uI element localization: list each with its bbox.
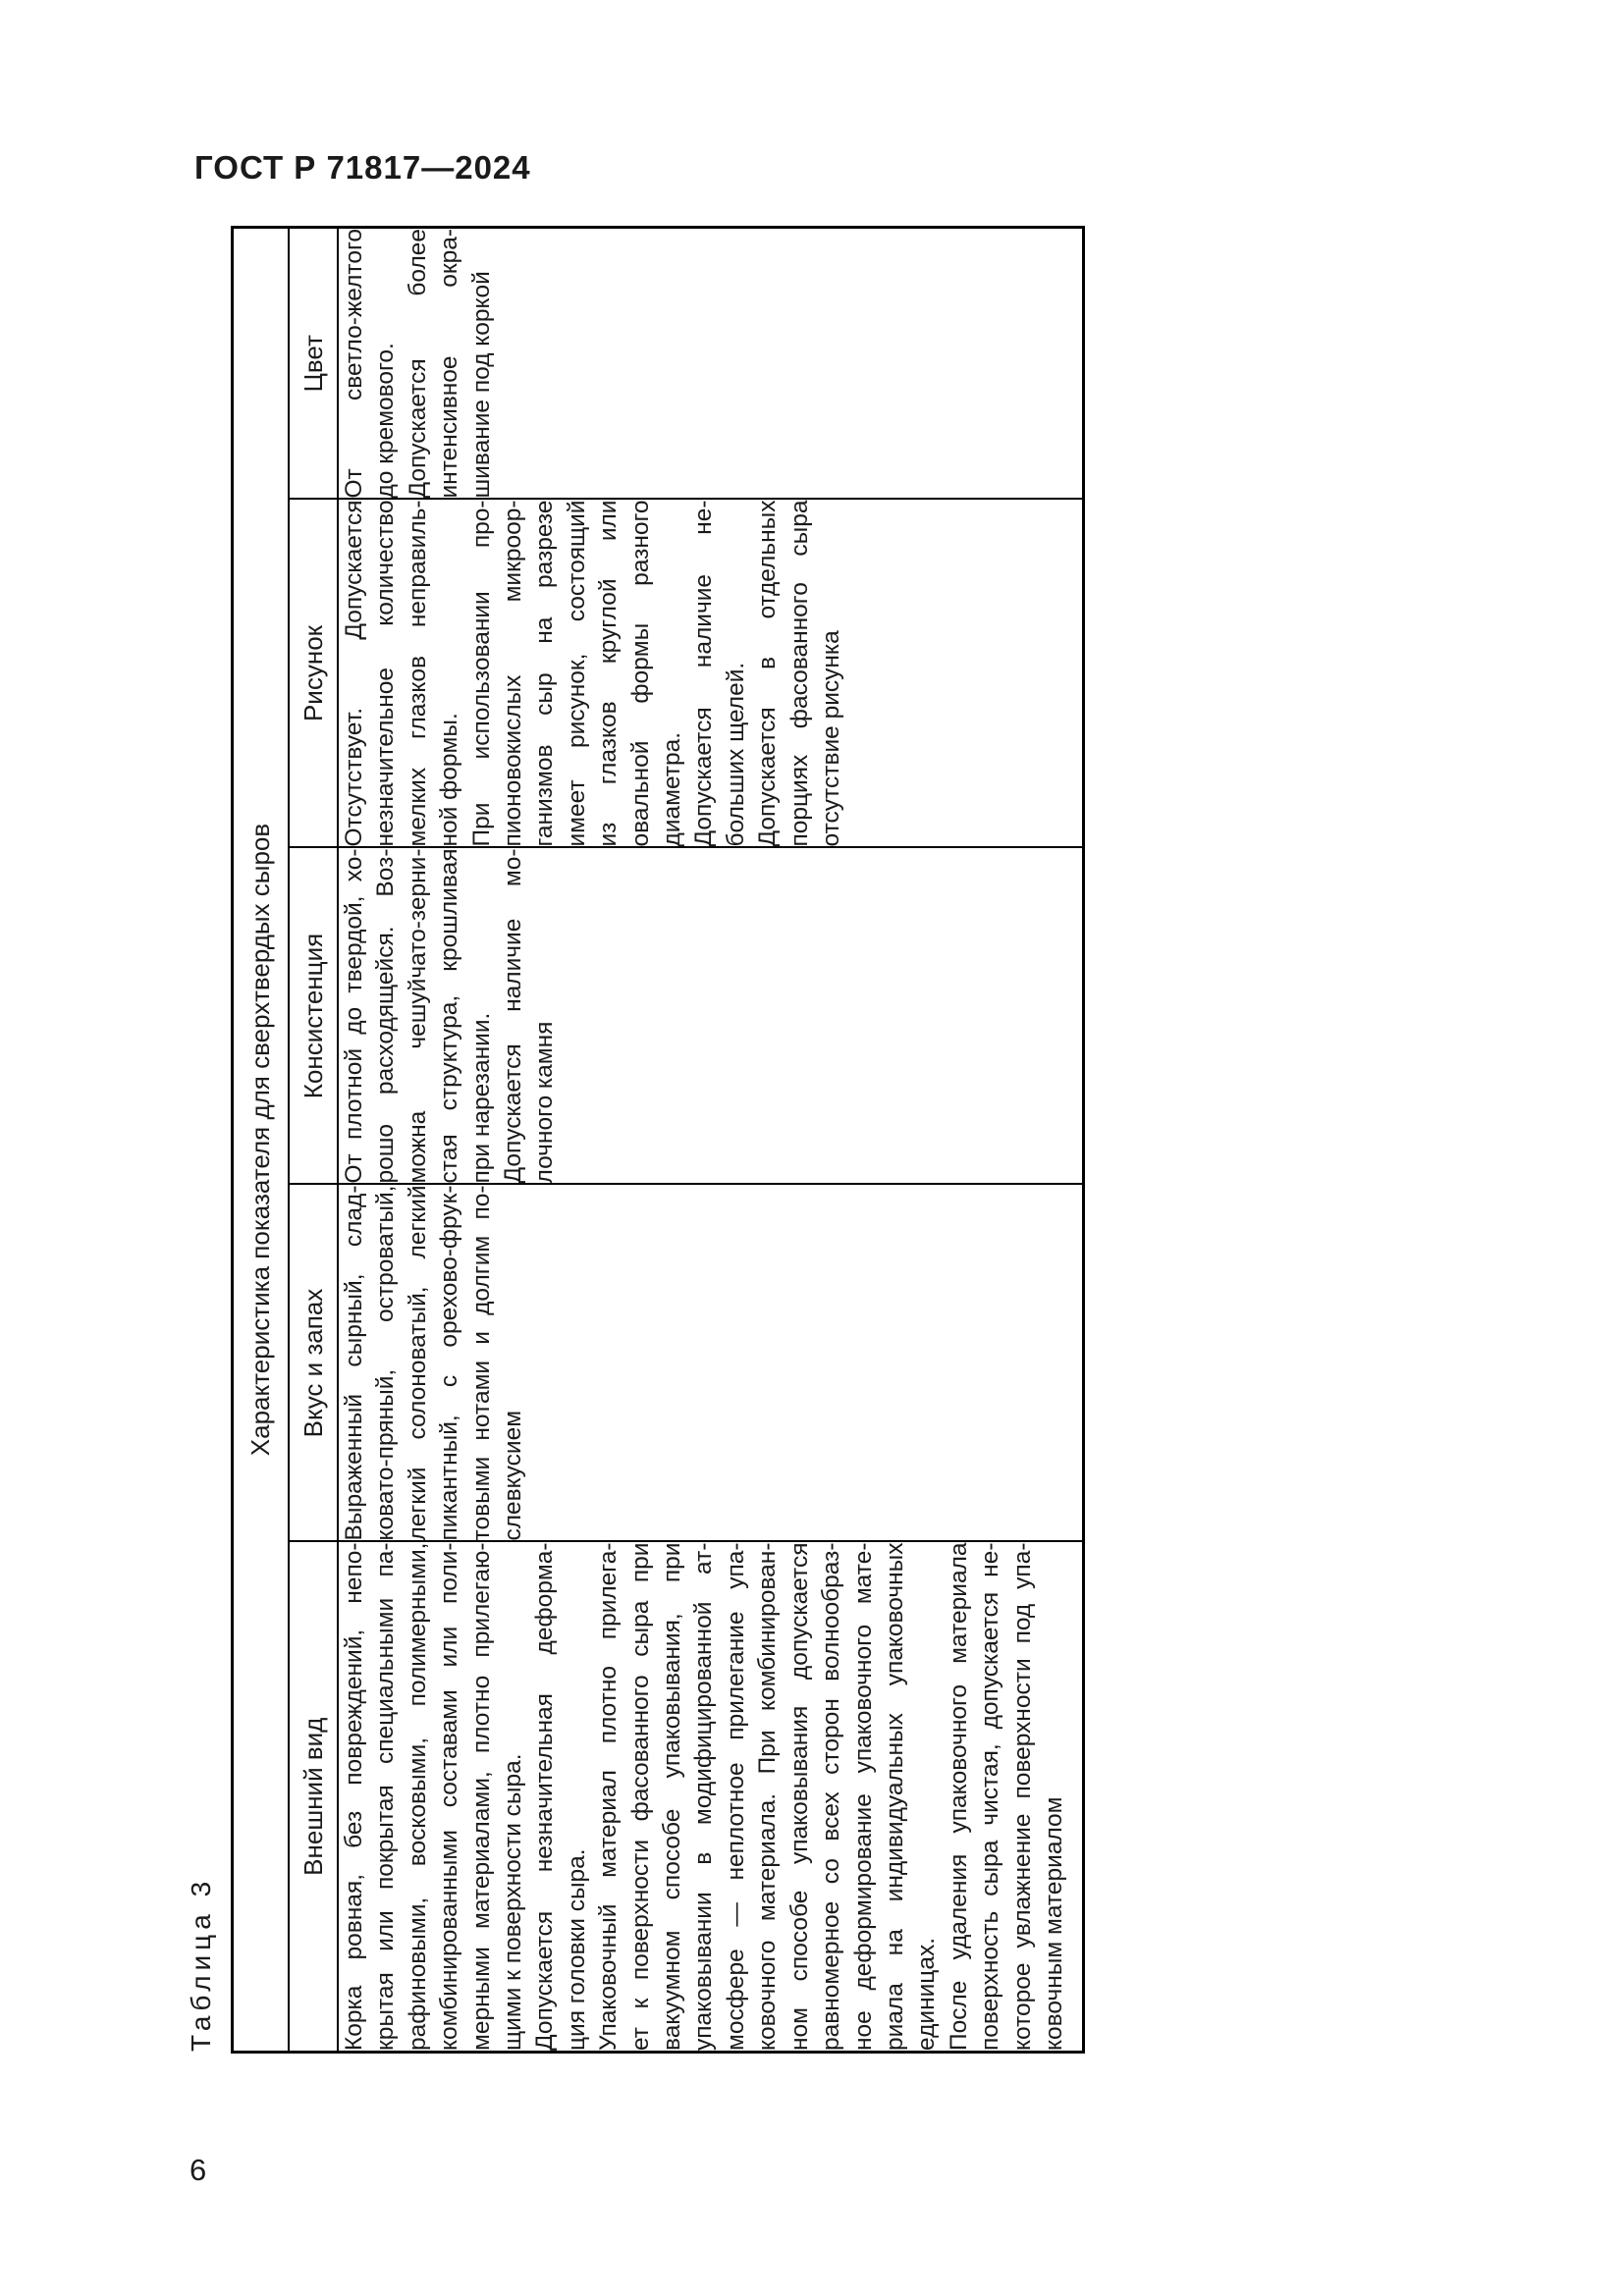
table-3 [231, 226, 1085, 2054]
text-line: которое увлажнение поверхности под упа- [1008, 1542, 1036, 2051]
text-line: Выраженный сырный, слад- [341, 1185, 367, 1541]
text-line: ция головки сыра. [563, 1848, 590, 2051]
text-line: шивание под коркой [467, 271, 495, 499]
text-line: ковочного материала. При комбинирован- [754, 1542, 782, 2051]
text-line: лочного камня [531, 1021, 559, 1184]
column-header-konsistenciya: Консистенция [289, 848, 338, 1185]
text-line: товыми нотами и долгим по- [467, 1185, 495, 1541]
text-line: вакуумном способе упаковывания, при [659, 1542, 686, 2051]
text-line: стая структура, крошливая [436, 848, 463, 1184]
cell-vkus-i-zapah [338, 1185, 1084, 1542]
text-line: диаметра. [659, 731, 686, 847]
text-line: щими к поверхности сыра. [500, 1753, 527, 2051]
text-line: крытая или покрытая специальными па- [372, 1542, 400, 2051]
text-line: рошо расходящейся. Воз- [372, 848, 400, 1184]
cell-cvet [338, 228, 1084, 500]
text-line: имеет рисунок, состоящий [563, 500, 590, 847]
column-header-vkus-i-zapah: Вкус и запах [289, 1185, 338, 1542]
text-line: единицах. [913, 1938, 941, 2051]
text-line: Допускается наличие мо- [500, 848, 527, 1184]
cell-risunok [338, 500, 1084, 848]
text-line: От плотной до твердой, хо- [341, 848, 367, 1184]
text-line: мерными материалами, плотно прилегаю- [467, 1542, 495, 2051]
text-line: порциях фасованного сыра [785, 500, 813, 847]
text-line: из глазков круглой или [595, 500, 623, 847]
cell-konsistenciya [338, 848, 1084, 1185]
text-line: интенсивное окра- [436, 229, 463, 499]
column-header-risunok: Рисунок [289, 500, 338, 848]
text-line: ганизмов сыр на разрезе [531, 500, 559, 847]
text-line: Допускается более [404, 229, 431, 499]
text-line: овальной формы разного [626, 500, 654, 847]
text-line: пионовокислых микроор- [500, 500, 527, 847]
text-line: Допускается в отдельных [754, 500, 782, 847]
table-caption: Таблица 3 [186, 1876, 216, 2052]
text-line: ковато-пряный, островатый, [372, 1185, 400, 1541]
text-line: пикантный, с орехово-фрук- [436, 1185, 463, 1541]
text-line: рафиновыми, восковыми, полимерными, [404, 1542, 431, 2051]
column-header-cvet: Цвет [289, 228, 338, 500]
rotated-table-area [186, 229, 1085, 2054]
text-line: поверхность сыра чистая, допускается не- [977, 1542, 1004, 2051]
text-line: незначительное количество [372, 500, 400, 847]
text-line: отсутствие рисунка [818, 630, 845, 847]
text-line: ном способе упаковывания допускается [785, 1542, 813, 2051]
text-line: Корка ровная, без повреждений, непо- [341, 1542, 367, 2051]
text-line: От светло-желтого [341, 229, 367, 499]
text-line: можна чешуйчато-зерни- [404, 848, 431, 1184]
text-line: Допускается наличие не- [690, 500, 718, 847]
text-line: Допускается незначительная деформа- [531, 1542, 559, 2051]
table-spanning-header-row [233, 228, 290, 2053]
text-line: ковочным материалом [1040, 1796, 1067, 2051]
text-line: легкий солоноватый, легкий [404, 1185, 431, 1541]
rotated-table-wrapper [186, 229, 1085, 2054]
text-line: слевкусием [500, 1410, 527, 1541]
text-line: Упаковочный материал плотно прилега- [595, 1542, 623, 2051]
text-line: При использовании про- [467, 500, 495, 847]
text-line: ной формы. [436, 713, 463, 847]
table-column-header-row [289, 228, 338, 2053]
text-line: при нарезании. [467, 1012, 495, 1184]
document-header: ГОСТ Р 71817—2024 [194, 149, 531, 186]
text-line: комбинированными составами или поли- [436, 1542, 463, 2051]
page-number: 6 [189, 2153, 207, 2187]
text-line: ет к поверхности фасованного сыра при [626, 1542, 654, 2051]
text-line: мосфере — неплотное прилегание упа- [722, 1542, 749, 2051]
column-header-vneshniy-vid: Внешний вид [289, 1542, 338, 2053]
text-line: риала на индивидуальных упаковочных [881, 1542, 908, 2051]
text-line: упаковывании в модифицированной ат- [690, 1542, 718, 2051]
spanning-header-cell: Характеристика показателя для сверхтвердых сыров [233, 228, 290, 2053]
text-line: ное деформирование упаковочного мате- [849, 1542, 877, 2051]
text-line: до кремового. [372, 343, 400, 499]
text-line: мелких глазков неправиль- [404, 500, 431, 847]
table-data-row [338, 228, 1084, 2053]
text-line: Отсутствует. Допускается [341, 500, 367, 847]
cell-vneshniy-vid [338, 1542, 1084, 2053]
text-line: больших щелей. [722, 662, 749, 847]
text-line: равномерное со всех сторон волнообраз- [818, 1542, 845, 2051]
text-line: После удаления упаковочного материала [945, 1542, 972, 2051]
